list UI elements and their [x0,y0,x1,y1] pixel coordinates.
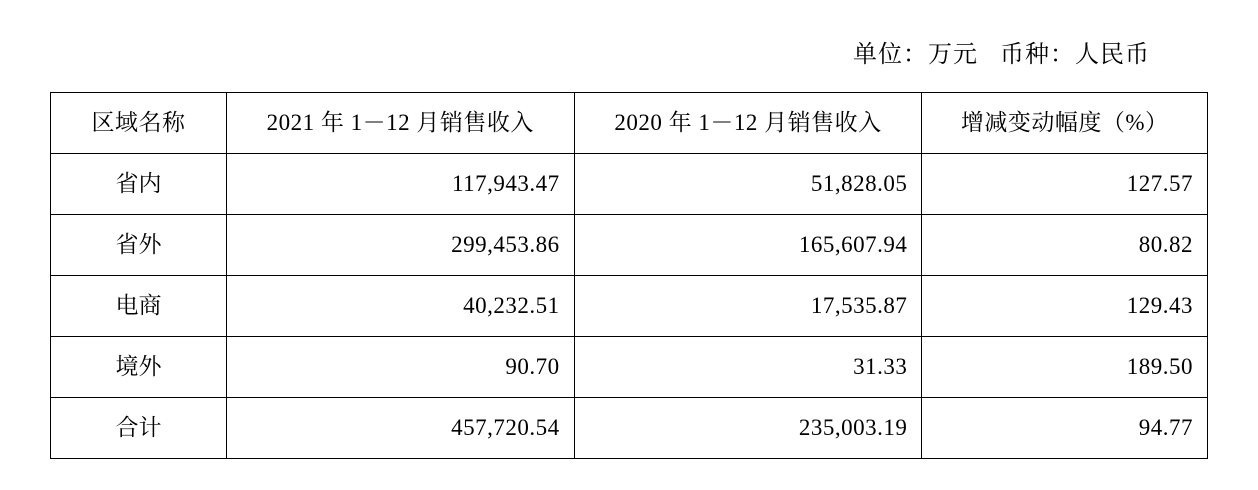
cell-change-rate: 189.50 [922,337,1208,398]
table-row [51,337,1208,398]
cell-2020-revenue: 31.33 [574,337,922,398]
column-header-2021-revenue: 2021 年 1－12 月销售收入 [226,93,574,154]
cell-change-rate: 94.77 [922,398,1208,459]
table-row [51,276,1208,337]
cell-region: 合计 [51,398,227,459]
cell-region: 省外 [51,215,227,276]
table-header-row [51,93,1208,154]
unit-label: 单位：万元 [853,42,978,68]
cell-2021-revenue: 117,943.47 [226,154,574,215]
column-header-2020-revenue: 2020 年 1－12 月销售收入 [574,93,922,154]
cell-region: 境外 [51,337,227,398]
cell-2021-revenue: 457,720.54 [226,398,574,459]
table-row [51,215,1208,276]
cell-change-rate: 127.57 [922,154,1208,215]
table-row [51,154,1208,215]
cell-2020-revenue: 165,607.94 [574,215,922,276]
cell-change-rate: 80.82 [922,215,1208,276]
cell-2020-revenue: 17,535.87 [574,276,922,337]
cell-2021-revenue: 299,453.86 [226,215,574,276]
table-row-total [51,398,1208,459]
unit-currency-note [853,34,1150,69]
cell-2020-revenue: 235,003.19 [574,398,922,459]
cell-region: 省内 [51,154,227,215]
cell-2021-revenue: 40,232.51 [226,276,574,337]
column-header-region: 区域名称 [51,93,227,154]
column-header-change-rate: 增减变动幅度（%） [922,93,1208,154]
currency-label: 币种：人民币 [1000,42,1150,68]
cell-region: 电商 [51,276,227,337]
cell-2021-revenue: 90.70 [226,337,574,398]
sales-revenue-by-region-table [50,92,1208,459]
cell-2020-revenue: 51,828.05 [574,154,922,215]
cell-change-rate: 129.43 [922,276,1208,337]
